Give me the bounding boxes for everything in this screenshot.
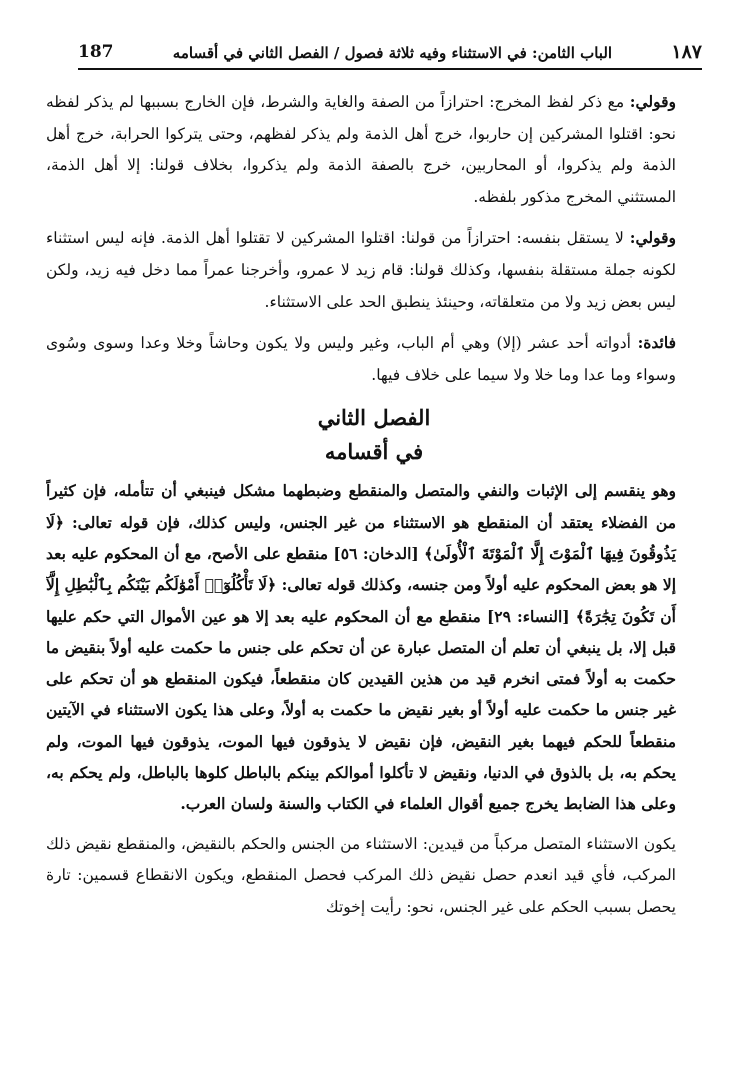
paragraph-3-text: أدواته أحد عشر (إلا) وهي أم الباب، وغير وليس ولا يكون وحاشاً وخلا وعدا وسوى وسُوى وسواء وما عدا وما خلا ولا سيما على خلاف فيها. xyxy=(46,334,676,384)
running-title: الباب الثامن: في الاستثناء وفيه ثلاثة فصول / الفصل الثاني في أقسامه xyxy=(172,44,613,62)
running-header xyxy=(78,28,702,70)
main-text-block: وهو ينقسم إلى الإثبات والنفي والمتصل والمنقطع وضبطهما مشكل فينبغي أن تتأمله، فإن كثيراً من الفضلاء يعتقد أن المنقطع هو الاستثناء من غير الجنس، وليس كذلك، فإن قوله تعالى: ﴿لَا يَذُوقُونَ فِيهَا ٱلْمَوْتَ إِلَّا ٱلْمَوْتَةَ ٱلْأُولَىٰ﴾ [الدخان: ٥٦] منقطع على الأصح، مع أن المحكوم عليه بعد إلا هو بعض المحكوم عليه أولاً ومن جنسه، وكذلك قوله تعالى: ﴿لَا تَأْكُلُوٓا۟ أَمْوَٰلَكُم بَيْنَكُم بِٱلْبَٰطِلِ إِلَّآ أَن تَكُونَ تِجَٰرَةً﴾ [النساء: ٢٩] منقطع مع أن المحكوم عليه بعد إلا هو عين الأموال التي حكم عليها قبل إلا، بل ينبغي أن تعلم أن المتصل عبارة عن أن تحكم على جنس ما حكمت عليه أولاً بنقيض ما حكمت به أولاً فمتى انخرم قيد من هذين القيدين كان منقطعاً، فيكون المنقطع هو أن تحكم على غير جنس ما حكمت عليه أولاً أو بغير نقيض ما حكمت به أولاً، وعلى هذا يكون الاستثناء في الآيتين منقطعاً للحكم فيهما بغير النقيض، فإن نقيض لا يذوقون فيها الموت، يذوقون فيها الموت، ولم يحكم به، بل بالذوق في الدنيا، ونقيض لا تأكلوا أموالكم بينكم بالباطل كلوها بالباطل، ولم يحكم به، وعلى هذا الضابط يخرج جميع أقوال العلماء في الكتاب والسنة ولسان العرب. xyxy=(46,481,676,814)
chapter-title: الفصل الثاني xyxy=(317,405,431,431)
paragraph-2-lead: وقولي: xyxy=(629,228,676,248)
paragraph-2-text: لا يستقل بنفسه: احترازاً من قولنا: اقتلوا المشركين لا تقتلوا أهل الذمة. فإنه ليس استثناء لكونه جملة مستقلة بنفسها، وكذلك قولنا: قام زيد لا عمرو، وأخرجنا عمراً مما دخل فيه زيد، ولكن ليس بعض زيد ولا من متعلقاته، وحينئذ ينطبق الحد على الاستثناء. xyxy=(46,229,676,311)
paragraph-1-lead: وقولي: xyxy=(629,92,676,111)
paragraph-1-text: مع ذكر لفظ المخرج: احترازاً من الصفة والغاية والشرط، فإن الخارج بسببها لم يذكر لفظه نحو: اقتلوا المشركين إن حاربوا، خرج أهل الذمة ولم يذكر لفظهم، وحتى يتركوا الحرابة، خرج أهل الذمة ولم يذكروا، أو المحاربين، خرج بالصفة الذمة ولم يذكروا، بخلاف قولنا: إلا أهل الذمة، المستثني المخرج مذكور بلفظه. xyxy=(46,93,676,206)
paragraph-3-lead: فائدة: xyxy=(637,333,676,353)
paragraph-2 xyxy=(46,222,702,318)
paragraph-4: يكون الاستثناء المتصل مركباً من قيدين: الاستثناء من الجنس والحكم بالنقيض، والمنقطع نقيض ذلك المركب، فأي قيد انعدم حصل نقيض ذلك المركب فحصل المنقطع، ويكون الانقطاع قسمين: تارة يحصل بسبب الحكم على غير الجنس، نحو: رأيت إخوتك xyxy=(46,834,676,916)
chapter-subtitle: في أقسامه xyxy=(324,439,424,465)
page-body xyxy=(46,86,702,1068)
page-number-arabic: ١٨٧ xyxy=(671,41,702,63)
page-number: 187 xyxy=(78,42,114,62)
chapter-heading xyxy=(46,401,702,469)
paragraph-1 xyxy=(46,86,702,213)
paragraph-3 xyxy=(46,327,702,391)
